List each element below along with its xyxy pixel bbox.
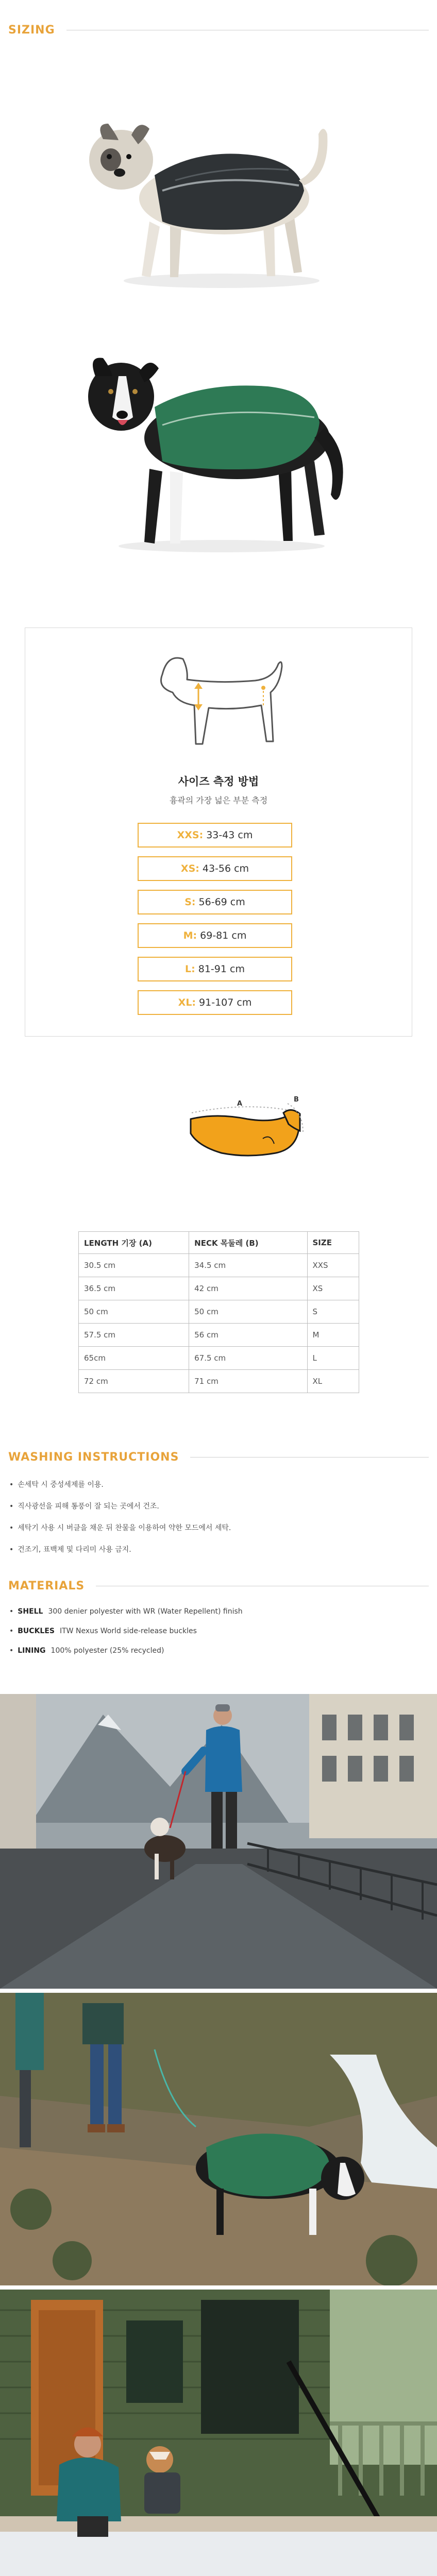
cell-size: S <box>307 1300 359 1324</box>
dog-outline-illustration <box>147 643 291 762</box>
sizing-header <box>8 24 429 37</box>
cell-size: M <box>307 1324 359 1347</box>
guide-subtitle: 흉곽의 가장 넓은 부분 측정 <box>169 795 268 805</box>
column-header-length: LENGTH 기장 (A) <box>79 1232 189 1254</box>
cell-size: XL <box>307 1370 359 1393</box>
size-code: M: <box>183 930 197 941</box>
divider <box>190 1457 429 1458</box>
cell-neck: 67.5 cm <box>189 1347 307 1370</box>
label-b: B <box>294 1096 299 1104</box>
size-table <box>78 1231 359 1393</box>
materials-list <box>9 1606 243 1665</box>
material-label: BUCKLES <box>18 1627 55 1635</box>
size-code: XL: <box>178 997 196 1008</box>
table-row <box>79 1324 359 1347</box>
table-row <box>79 1347 359 1370</box>
lifestyle-photo-promenade <box>0 1694 437 1989</box>
size-range-xxs <box>138 823 292 848</box>
size-range-xl <box>138 990 292 1015</box>
column-header-neck: NECK 목둘레 (B) <box>189 1232 307 1254</box>
cell-size: XXS <box>307 1254 359 1277</box>
section-title: SIZING <box>8 24 55 37</box>
size-range-m <box>138 923 292 948</box>
cell-neck: 56 cm <box>189 1324 307 1347</box>
material-text: ITW Nexus World side-release buckles <box>60 1627 197 1635</box>
cell-size: L <box>307 1347 359 1370</box>
cell-length: 65cm <box>79 1347 189 1370</box>
size-range-xs <box>138 856 292 881</box>
cell-length: 50 cm <box>79 1300 189 1324</box>
list-item: • 손세탁 시 중성세제를 이용. <box>9 1480 231 1501</box>
measurement-guide-card <box>25 628 412 1037</box>
material-text: 100% polyester (25% recycled) <box>51 1647 164 1655</box>
washing-list <box>9 1480 231 1566</box>
lifestyle-photo-cabin <box>0 2290 437 2576</box>
cell-length: 36.5 cm <box>79 1277 189 1300</box>
washing-header <box>8 1451 429 1464</box>
section-title: WASHING INSTRUCTIONS <box>8 1451 179 1464</box>
product-photo-grey-jacket <box>72 103 361 299</box>
cell-neck: 34.5 cm <box>189 1254 307 1277</box>
size-code: XS: <box>180 863 199 874</box>
table-row <box>79 1370 359 1393</box>
table-row <box>79 1300 359 1324</box>
size-code: L: <box>185 963 195 975</box>
guide-title: 사이즈 측정 방법 <box>178 775 259 788</box>
list-item: • 건조기, 표백제 및 다리미 사용 금지. <box>9 1545 231 1566</box>
material-label: LINING <box>18 1647 46 1655</box>
list-item <box>9 1626 243 1646</box>
size-range: 69-81 cm <box>200 930 247 941</box>
cell-length: 30.5 cm <box>79 1254 189 1277</box>
size-range: 91-107 cm <box>199 997 252 1008</box>
cell-length: 72 cm <box>79 1370 189 1393</box>
list-item <box>9 1646 243 1665</box>
size-range: 33-43 cm <box>206 829 253 841</box>
size-range: 81-91 cm <box>198 963 245 975</box>
size-range: 43-56 cm <box>202 863 249 874</box>
size-range: 56-69 cm <box>198 896 245 908</box>
label-a: A <box>237 1100 243 1108</box>
table-row <box>79 1277 359 1300</box>
size-range-s <box>138 890 292 914</box>
size-code: XXS: <box>177 829 204 841</box>
cell-neck: 50 cm <box>189 1300 307 1324</box>
size-range-l <box>138 957 292 981</box>
table-header-row <box>79 1232 359 1254</box>
list-item: • 세탁기 사용 시 버클을 채운 뒤 찬물을 이용하여 약한 모드에서 세탁. <box>9 1523 231 1545</box>
material-text: 300 denier polyester with WR (Water Repellent) finish <box>48 1607 243 1616</box>
material-label: SHELL <box>18 1607 43 1616</box>
cell-neck: 71 cm <box>189 1370 307 1393</box>
section-title: MATERIALS <box>8 1580 85 1592</box>
list-item <box>9 1606 243 1626</box>
list-item: • 직사광선을 피해 통풍이 잘 되는 곳에서 건조. <box>9 1501 231 1523</box>
table-row <box>79 1254 359 1277</box>
size-code: S: <box>184 896 196 908</box>
cell-size: XS <box>307 1277 359 1300</box>
cell-neck: 42 cm <box>189 1277 307 1300</box>
lifestyle-photo-forest-trail <box>0 1993 437 2285</box>
cell-length: 57.5 cm <box>79 1324 189 1347</box>
product-photo-green-jacket <box>72 340 361 556</box>
jacket-measurement-diagram <box>186 1092 309 1164</box>
column-header-size: SIZE <box>307 1232 359 1254</box>
materials-header <box>8 1580 429 1592</box>
